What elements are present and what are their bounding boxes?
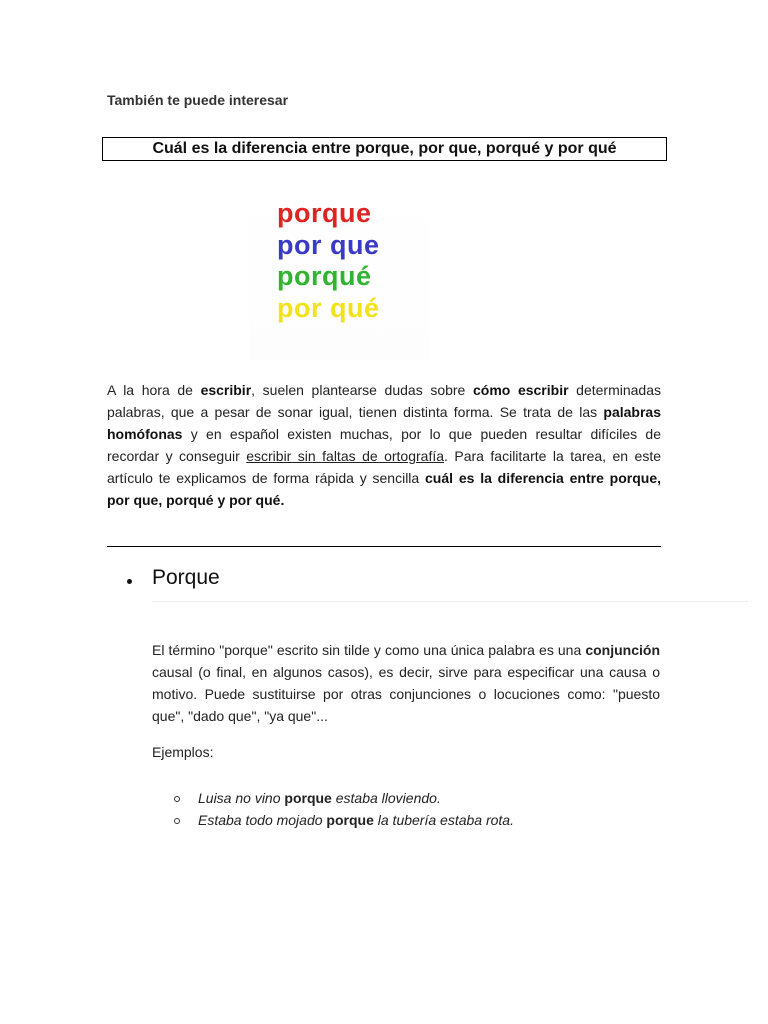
intro-text: . Para facilitarte la tarea, en este artículo te explicamos de forma rápida y sencilla <box>107 448 661 486</box>
circle-bullet-icon <box>174 796 180 802</box>
bullet-dot-icon <box>127 579 132 584</box>
examples-label: Ejemplos: <box>152 744 214 760</box>
section-text: causal (o final, en algunos casos), es decir, sirve para especificar una causa o motivo. Puede sustituirse por otras conjunciones o locuciones como: "puesto que", "dado que", "ya que"... <box>152 664 660 724</box>
example-text: Estaba todo mojado <box>198 812 327 828</box>
spelling-link[interactable]: escribir sin faltas de ortografía <box>246 448 445 464</box>
example-text: estaba lloviendo. <box>331 790 441 806</box>
intro-text: A la hora de <box>107 382 201 398</box>
hero-word-porque-accent: porqué <box>277 261 372 291</box>
intro-bold: palabras homófonas <box>107 404 661 442</box>
section-text: El término "porque" escrito sin tilde y como una única palabra es una <box>152 642 586 658</box>
section-bold: conjunción <box>585 642 660 658</box>
example-text: la tubería estaba rota. <box>373 812 514 828</box>
example-text: Luisa no vino <box>198 790 285 806</box>
intro-paragraph <box>107 379 661 511</box>
hero-image <box>249 188 429 360</box>
intro-text: y en español existen muchas, por lo que pueden resultar difíciles de recordar y conseguir <box>107 426 661 464</box>
example-bold: porque <box>284 790 332 806</box>
example-item <box>152 809 514 831</box>
example-bold: porque <box>326 812 374 828</box>
section-title: Porque <box>152 566 220 589</box>
hero-word-porque: porque <box>277 198 372 228</box>
hero-word-por-que-accent: por qué <box>277 293 380 323</box>
example-item <box>152 787 514 809</box>
section-kicker: También te puede interesar <box>107 92 289 108</box>
intro-bold: escribir <box>200 382 252 398</box>
intro-text: determinadas palabras, que a pesar de sonar igual, tienen distinta forma. Se trata de las <box>107 382 661 420</box>
circle-bullet-icon <box>174 818 180 824</box>
related-article-link[interactable]: Cuál es la diferencia entre porque, por que, porqué y por qué <box>102 137 667 161</box>
examples-list <box>152 787 514 831</box>
divider <box>107 546 661 547</box>
intro-bold: cuál es la diferencia entre porque, por que, porqué y por qué. <box>107 470 661 508</box>
intro-bold: cómo escribir <box>472 382 569 398</box>
section-paragraph <box>152 639 660 727</box>
hero-word-por-que: por que <box>277 230 380 260</box>
section-divider <box>152 601 748 602</box>
intro-text: , suelen plantearse dudas sobre <box>251 382 473 398</box>
